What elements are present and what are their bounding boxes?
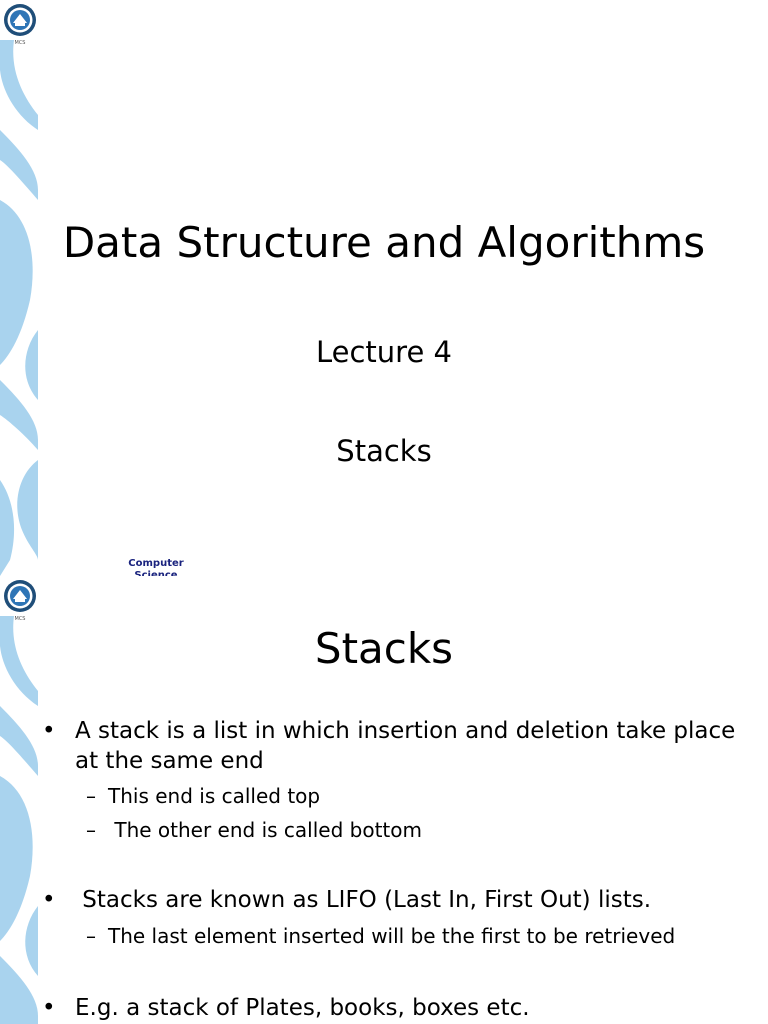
svg-text:MCS: MCS	[14, 616, 26, 622]
decorative-swirl-border	[0, 0, 50, 576]
sub-bullet-text: This end is called top	[108, 784, 321, 808]
bullet-marker: •	[42, 718, 56, 744]
bullet-text: E.g. a stack of Plates, books, boxes etc.	[75, 995, 530, 1021]
dash-marker: –	[86, 784, 96, 808]
department-label: Computer	[128, 558, 184, 569]
lecture-number: Lecture 4	[316, 335, 452, 369]
lecture-topic: Stacks	[336, 434, 432, 468]
dash-marker: –	[86, 924, 96, 948]
bullet-text-continued: at the same end	[75, 748, 264, 774]
slide-title: Stacks	[314, 624, 454, 673]
bullet-marker: •	[42, 887, 56, 913]
svg-text:MCS: MCS	[14, 40, 26, 46]
university-seal-icon	[2, 578, 38, 622]
bullet-marker: •	[42, 995, 56, 1021]
sub-bullet-text: The other end is called bottom	[108, 818, 422, 842]
bullet-text: A stack is a list in which insertion and deletion take place	[75, 718, 736, 744]
sub-bullet-text: The last element inserted will be the first to be retrieved	[108, 924, 676, 948]
university-seal-icon	[2, 2, 38, 46]
content-slide	[0, 576, 768, 1024]
dash-marker: –	[86, 818, 96, 842]
bullet-text: Stacks are known as LIFO (Last In, First Out) lists.	[75, 887, 652, 913]
slide-title: Data Structure and Algorithms	[62, 218, 706, 267]
